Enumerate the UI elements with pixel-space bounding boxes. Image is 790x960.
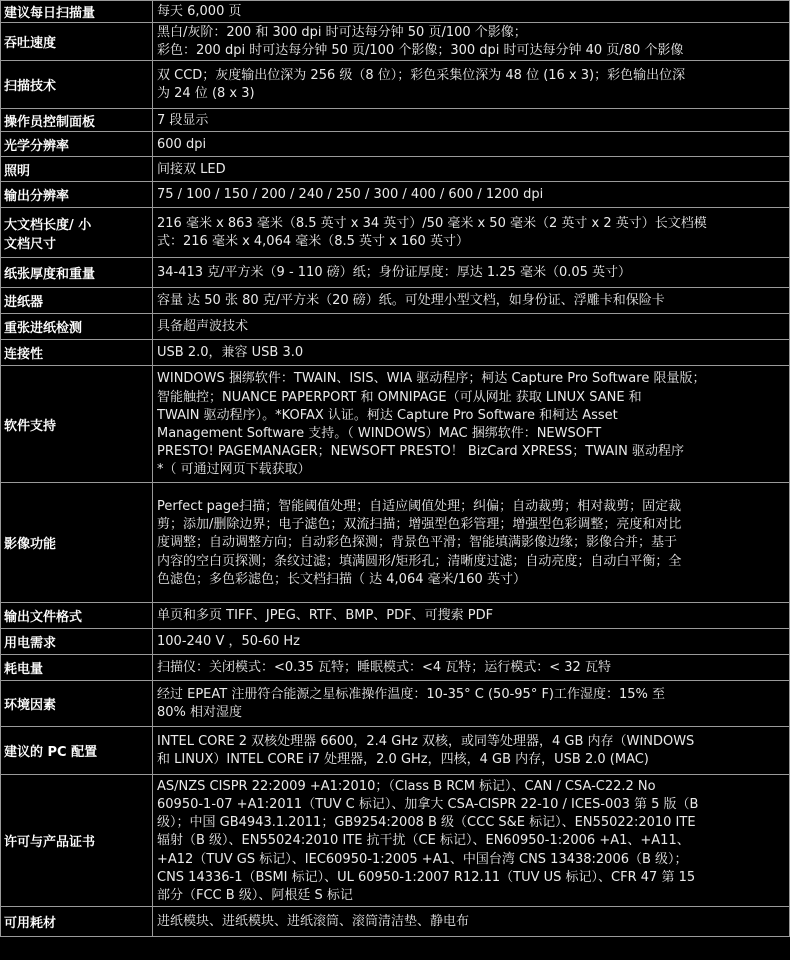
spec-label: 大文档长度/ 小 bbox=[4, 217, 92, 233]
spec-value-cell bbox=[153, 483, 790, 603]
spec-row bbox=[1, 182, 790, 208]
spec-value-cell bbox=[153, 907, 790, 937]
spec-value-cell bbox=[153, 603, 790, 629]
spec-row bbox=[1, 314, 790, 340]
spec-label-cell bbox=[1, 132, 153, 157]
spec-label: 光学分辨率 bbox=[4, 138, 70, 154]
spec-label-cell bbox=[1, 314, 153, 340]
spec-row bbox=[1, 366, 790, 483]
spec-value-line: 色滤色；多色彩滤色；长文档扫描（ 达 4,064 毫米/160 英寸） bbox=[157, 571, 526, 587]
spec-value-line: 内容的空白页探测；条纹过滤；填满圆形/矩形孔；清晰度过滤；自动亮度；自动白平衡；全 bbox=[157, 553, 682, 569]
spec-value-cell bbox=[153, 109, 790, 132]
spec-label: 扫描技术 bbox=[4, 79, 57, 95]
spec-value-cell bbox=[153, 727, 790, 775]
spec-value-line: USB 2.0，兼容 USB 3.0 bbox=[157, 345, 304, 361]
spec-value-cell bbox=[153, 681, 790, 727]
spec-value-line: 双 CCD；灰度输出位深为 256 级（8 位）；彩色采集位深为 48 位 (16 x 3)；彩色输出位深 bbox=[157, 68, 686, 84]
spec-row bbox=[1, 775, 790, 907]
spec-label-cell bbox=[1, 775, 153, 907]
spec-row bbox=[1, 603, 790, 629]
spec-value-line: Perfect page扫描；智能阈值处理；自适应阈值处理；纠偏；自动裁剪；相对裁剪；固定裁 bbox=[157, 498, 682, 514]
spec-value-line: 具备超声波技术 bbox=[157, 319, 249, 335]
spec-value-cell bbox=[153, 258, 790, 288]
spec-value-line: 100-240 V ，50-60 Hz bbox=[157, 634, 300, 650]
spec-value-cell bbox=[153, 288, 790, 314]
spec-label-cell bbox=[1, 109, 153, 132]
spec-value-line: 容量 达 50 张 80 克/平方米（20 磅）纸。可处理小型文档，如身份证、浮雕卡和保险卡 bbox=[157, 293, 665, 309]
spec-label: 操作员控制面板 bbox=[4, 114, 96, 130]
spec-label: 许可与产品证书 bbox=[4, 835, 96, 851]
spec-value-cell bbox=[153, 629, 790, 655]
spec-value-line: 34-413 克/平方米（9 - 110 磅）纸；身份证厚度：厚达 1.25 毫米（0.05 英寸） bbox=[157, 265, 632, 281]
spec-row bbox=[1, 157, 790, 182]
spec-label-cell bbox=[1, 603, 153, 629]
spec-value-line: 和 LINUX）INTEL CORE i7 处理器，2.0 GHz，四核，4 GB 内存，USB 2.0 (MAC) bbox=[157, 752, 649, 768]
spec-value-line: 智能触控；NUANCE PAPERPORT 和 OMNIPAGE（可从网址 获取 LINUX SANE 和 bbox=[157, 389, 642, 405]
spec-label: 照明 bbox=[4, 163, 31, 179]
spec-value-line: +A12（TUV GS 标记）、IEC60950-1:2005 +A1、中国台湾 CNS 13438:2006（B 级）； bbox=[157, 851, 688, 867]
spec-value-line: 每天 6,000 页 bbox=[157, 3, 242, 19]
spec-value-line: 75 / 100 / 150 / 200 / 240 / 250 / 300 / 400 / 600 / 1200 dpi bbox=[157, 187, 544, 203]
spec-row bbox=[1, 727, 790, 775]
spec-value-cell bbox=[153, 23, 790, 61]
spec-row bbox=[1, 258, 790, 288]
spec-value-cell bbox=[153, 655, 790, 681]
spec-value-cell bbox=[153, 340, 790, 366]
spec-label: 进纸器 bbox=[4, 295, 44, 311]
spec-label: 可用耗材 bbox=[4, 916, 57, 932]
spec-label: 纸张厚度和重量 bbox=[4, 267, 96, 283]
spec-label-cell bbox=[1, 23, 153, 61]
spec-value-line: 60950-1-07 +A1:2011（TUV C 标记）、加拿大 CSA-CISPR 22-10 / ICES-003 第 5 版（B bbox=[157, 796, 699, 812]
spec-value-line: 进纸模块、进纸模块、进纸滚筒、滚筒清洁垫、静电布 bbox=[157, 914, 470, 930]
spec-value-line: 216 毫米 x 863 毫米（8.5 英寸 x 34 英寸）/50 毫米 x 50 毫米（2 英寸 x 2 英寸）长文档模 bbox=[157, 216, 707, 232]
spec-value-cell bbox=[153, 182, 790, 208]
spec-label: 重张进纸检测 bbox=[4, 321, 83, 337]
spec-row bbox=[1, 208, 790, 258]
spec-value-cell bbox=[153, 775, 790, 907]
spec-label-cell bbox=[1, 258, 153, 288]
spec-value-line: 式：216 毫米 x 4,064 毫米（8.5 英寸 x 160 英寸） bbox=[157, 234, 469, 250]
spec-label-cell bbox=[1, 483, 153, 603]
spec-label: 吞吐速度 bbox=[4, 36, 57, 52]
spec-value-line: 经过 EPEAT 注册符合能源之星标准操作温度：10-35° C (50-95° F)工作湿度：15% 至 bbox=[157, 687, 666, 703]
spec-row bbox=[1, 629, 790, 655]
spec-value-line: 扫描仪：关闭模式：<0.35 瓦特；睡眠模式：<4 瓦特；运行模式：< 32 瓦特 bbox=[157, 660, 611, 676]
spec-label: 用电需求 bbox=[4, 636, 57, 652]
spec-label-cell bbox=[1, 681, 153, 727]
spec-label-cell bbox=[1, 1, 153, 23]
spec-label-cell bbox=[1, 208, 153, 258]
spec-value-cell bbox=[153, 61, 790, 109]
spec-value-line: 间接双 LED bbox=[157, 161, 226, 177]
spec-row bbox=[1, 907, 790, 937]
spec-value-line: 黑白/灰阶：200 和 300 dpi 时可达每分钟 50 页/100 个影像； bbox=[157, 25, 527, 40]
spec-label-cell bbox=[1, 340, 153, 366]
spec-value-line: 剪；添加/删除边界；电子滤色；双流扫描；增强型色彩管理；增强型色彩调整；亮度和对比 bbox=[157, 517, 682, 533]
spec-row bbox=[1, 655, 790, 681]
spec-row bbox=[1, 681, 790, 727]
spec-row bbox=[1, 1, 790, 23]
spec-value-line: 彩色：200 dpi 时可达每分钟 50 页/100 个影像；300 dpi 时可达每分钟 40 页/80 个影像 bbox=[157, 43, 684, 59]
spec-row bbox=[1, 288, 790, 314]
spec-row bbox=[1, 340, 790, 366]
spec-value-line: Management Software 支持。（ WINDOWS）MAC 捆绑软件：NEWSOFT bbox=[157, 425, 602, 441]
spec-value-line: 度调整；自动调整方向；自动彩色探测；背景色平滑；智能填满影像边缘；影像合并；基于 bbox=[157, 535, 678, 551]
spec-value-line: 600 dpi bbox=[157, 136, 207, 152]
spec-label-cell bbox=[1, 727, 153, 775]
spec-row bbox=[1, 61, 790, 109]
spec-value-line: INTEL CORE 2 双核处理器 6600，2.4 GHz 双核，或同等处理器，4 GB 内存（WINDOWS bbox=[157, 734, 695, 750]
spec-value-line: TWAIN 驱动程序）。*KOFAX 认证。柯达 Capture Pro Software 和柯达 Asset bbox=[157, 407, 618, 423]
spec-value-cell bbox=[153, 157, 790, 182]
spec-value-line: 级）；中国 GB4943.1.2011；GB9254:2008 B 级（CCC S&E 标记）、EN55022:2010 ITE bbox=[157, 815, 696, 831]
spec-label-cell bbox=[1, 366, 153, 483]
spec-label: 文档尺寸 bbox=[4, 236, 57, 252]
spec-value-cell bbox=[153, 366, 790, 483]
spec-value-cell bbox=[153, 132, 790, 157]
spec-label: 建议的 PC 配置 bbox=[4, 745, 98, 761]
spec-value-line: CNS 14336-1（BSMI 标记）、UL 60950-1:2007 R12.11（TUV US 标记）、CFR 47 第 15 bbox=[157, 869, 696, 885]
spec-label-cell bbox=[1, 629, 153, 655]
spec-label: 耗电量 bbox=[4, 662, 44, 678]
spec-label-cell bbox=[1, 655, 153, 681]
spec-label-cell bbox=[1, 157, 153, 182]
spec-label-cell bbox=[1, 907, 153, 937]
spec-row bbox=[1, 483, 790, 603]
spec-value-line: 辐射（B 级）、EN55024:2010 ITE 抗干扰（CE 标记）、EN60950-1:2006 +A1、+A11、 bbox=[157, 833, 690, 849]
spec-label-cell bbox=[1, 61, 153, 109]
spec-value-cell bbox=[153, 208, 790, 258]
spec-label-cell bbox=[1, 182, 153, 208]
spec-label: 环境因素 bbox=[4, 698, 57, 714]
spec-value-line: 80% 相对湿度 bbox=[157, 705, 243, 721]
spec-row bbox=[1, 109, 790, 132]
spec-label: 输出分辨率 bbox=[4, 189, 70, 205]
spec-label-cell bbox=[1, 288, 153, 314]
spec-table-body bbox=[1, 1, 790, 937]
spec-label: 输出文件格式 bbox=[4, 610, 83, 626]
spec-row bbox=[1, 132, 790, 157]
spec-value-cell bbox=[153, 1, 790, 23]
spec-value-line: AS/NZS CISPR 22:2009 +A1:2010；（Class B RCM 标记）、CAN / CSA-C22.2 No bbox=[157, 778, 656, 794]
spec-label: 建议每日扫描量 bbox=[4, 6, 96, 21]
spec-label: 影像功能 bbox=[4, 537, 57, 553]
spec-label: 软件支持 bbox=[4, 418, 57, 434]
spec-value-line: 部分（FCC B 级）、阿根廷 S 标记 bbox=[157, 887, 353, 903]
spec-value-line: 为 24 位 (8 x 3) bbox=[157, 86, 255, 102]
spec-row bbox=[1, 23, 790, 61]
spec-label: 连接性 bbox=[4, 347, 44, 363]
spec-value-line: 单页和多页 TIFF、JPEG、RTF、BMP、PDF、可搜索 PDF bbox=[157, 608, 494, 624]
spec-value-cell bbox=[153, 314, 790, 340]
spec-value-line: *（ 可通过网页下载获取） bbox=[157, 462, 311, 478]
spec-value-line: 7 段显示 bbox=[157, 112, 209, 128]
spec-value-line: PRESTO! PAGEMANAGER；NEWSOFT PRESTO！ BizCard XPRESS；TWAIN 驱动程序 bbox=[157, 444, 684, 460]
spec-value-line: WINDOWS 捆绑软件：TWAIN、ISIS、WIA 驱动程序；柯达 Capture Pro Software 限量版； bbox=[157, 371, 706, 387]
